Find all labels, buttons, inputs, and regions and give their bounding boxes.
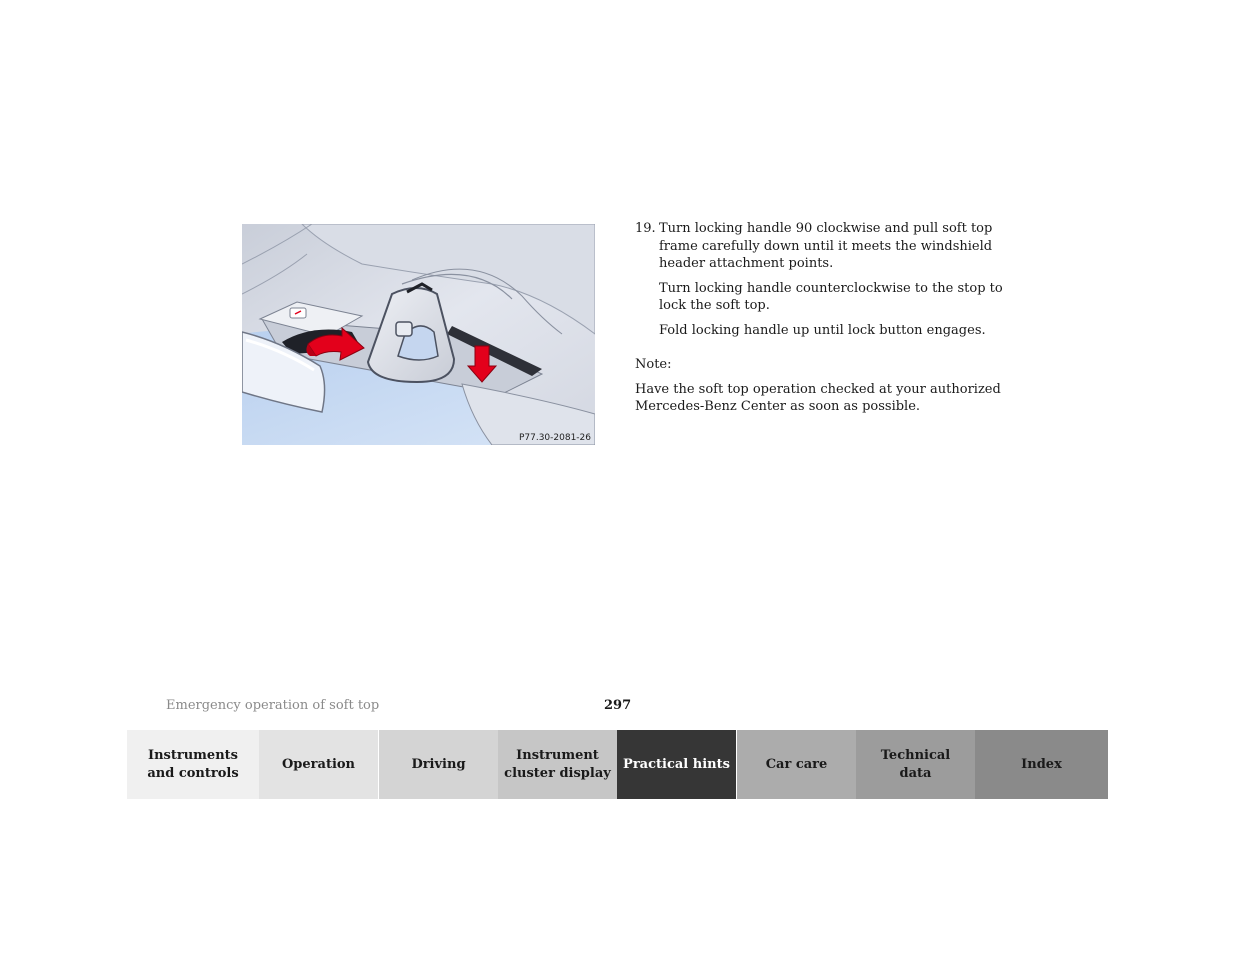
tab-instruments-and-controls[interactable]: Instruments and controls (127, 730, 259, 799)
step-subitem: Turn locking handle counterclockwise to the stop to lock the soft top. (659, 280, 1003, 313)
step-19 (635, 220, 1005, 273)
note-text: Have the soft top operation checked at your authorized Mercedes-Benz Center as soon as possible. (635, 381, 1001, 414)
soft-top-illustration (242, 224, 595, 445)
instructions (635, 220, 1005, 416)
tab-driving[interactable]: Driving (379, 730, 498, 799)
tab-index[interactable]: Index (975, 730, 1108, 799)
step-number: 19. (635, 221, 656, 236)
figure-code: P77.30-2081-26 (518, 433, 591, 443)
tab-instrument-cluster-display[interactable]: Instrument cluster display (498, 730, 617, 799)
note-label: Note: (635, 357, 672, 372)
locking-handle-drawing (242, 224, 595, 445)
step-text: Turn locking handle 90 clockwise and pull soft top frame carefully down until it meets the windshield header attachment points. (659, 221, 993, 271)
section-title: Emergency operation of soft top (166, 698, 380, 713)
tab-practical-hints[interactable]: Practical hints (617, 730, 737, 799)
chapter-nav (127, 730, 1108, 799)
page-number: 297 (604, 698, 632, 713)
tab-technical-data[interactable]: Technical data (856, 730, 975, 799)
tab-car-care[interactable]: Car care (737, 730, 856, 799)
tab-operation[interactable]: Operation (259, 730, 379, 799)
step-subitem: Fold locking handle up until lock button engages. (659, 322, 986, 338)
